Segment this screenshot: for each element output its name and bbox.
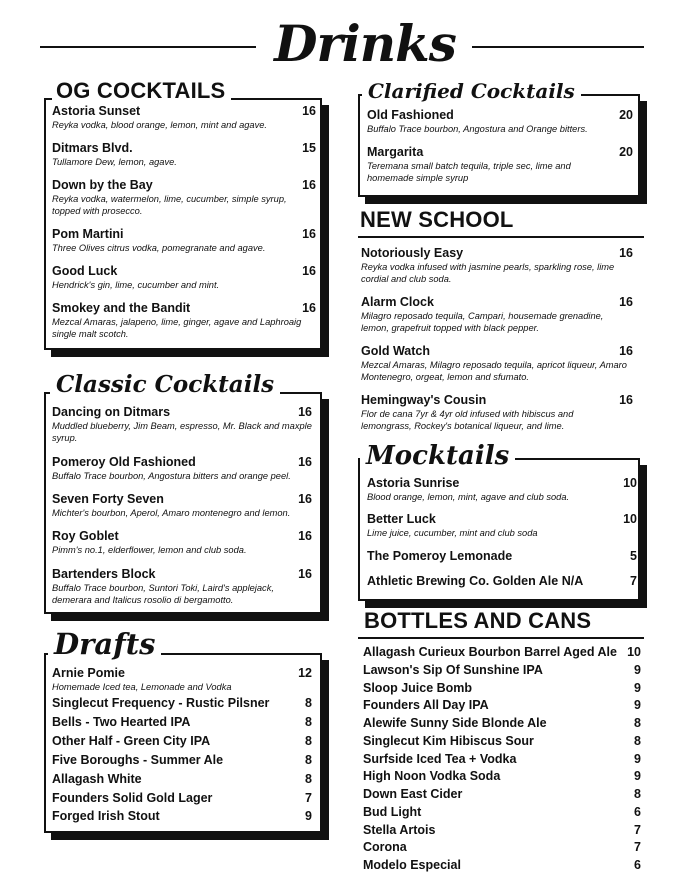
- item-name: Founders All Day IPA: [363, 698, 489, 712]
- item-description: Michter's bourbon, Aperol, Amaro montenegro and lemon.: [52, 508, 291, 518]
- mocktail-row: [367, 574, 637, 591]
- item-name: Other Half - Green City IPA: [52, 734, 211, 748]
- item-name: Sloop Juice Bomb: [363, 681, 473, 695]
- item-name: Modelo Especial: [363, 858, 461, 872]
- item-price: 16: [302, 301, 316, 315]
- item-name: Smokey and the Bandit: [52, 301, 191, 315]
- bottles-and-cans-heading: BOTTLES AND CANS: [364, 608, 592, 633]
- item-description: Three Olives citrus vodka, pomegranate and agave.: [52, 243, 266, 253]
- item-description: Hendrick's gin, lime, cucumber and mint.: [52, 280, 220, 290]
- item-name: Stella Artois: [363, 823, 436, 837]
- item-name: Dancing on Ditmars: [52, 405, 171, 419]
- bottle-row: [363, 858, 641, 875]
- item-name: Arnie Pomie: [52, 666, 125, 680]
- item-name: Good Luck: [52, 264, 118, 278]
- item-description: Buffalo Trace bourbon, Angostura and Orange bitters.: [367, 124, 588, 134]
- new-school-rule: [358, 236, 644, 238]
- item-price: 10: [623, 512, 637, 526]
- item-price: 8: [305, 696, 312, 710]
- item-price: 7: [634, 840, 641, 854]
- item-description: Mezcal Amaras, jalapeno, lime, ginger, agave and Laphroaig single malt scotch.: [52, 317, 302, 339]
- item-price: 12: [298, 666, 312, 680]
- item-description: Flor de cana 7yr & 4yr old infused with hibiscus and lemongrass, Rockey's botanical liqueur, and lime.: [361, 409, 574, 431]
- item-name: Forged Irish Stout: [52, 809, 160, 823]
- page-header: [40, 12, 644, 78]
- item-price: 9: [634, 752, 641, 766]
- bottle-row: [363, 734, 641, 751]
- item-description: Reyka vodka, watermelon, lime, cucumber, simple syrup, topped with prosecco.: [52, 194, 287, 216]
- item-name: Astoria Sunset: [52, 104, 141, 118]
- bottle-row: [363, 663, 641, 680]
- item-name: Five Boroughs - Summer Ale: [52, 753, 224, 767]
- item-price: 16: [302, 104, 316, 118]
- item-price: 16: [302, 178, 316, 192]
- item-name: High Noon Vodka Soda: [363, 769, 501, 783]
- item-name: Roy Goblet: [52, 529, 119, 543]
- item-price: 9: [634, 769, 641, 783]
- item-name: Ditmars Blvd.: [52, 141, 133, 155]
- item-price: 16: [619, 295, 633, 309]
- item-price: 20: [619, 145, 633, 159]
- item-price: 8: [305, 715, 312, 729]
- item-description: Teremana small batch tequila, triple sec, lime and homemade simple syrup: [367, 161, 571, 183]
- new-school-heading: NEW SCHOOL: [360, 207, 514, 232]
- item-name: Seven Forty Seven: [52, 492, 164, 506]
- clarified-cocktails-heading: Clarified Cocktails: [362, 76, 581, 106]
- item-name: Founders Solid Gold Lager: [52, 791, 213, 805]
- draft-row: [52, 715, 312, 732]
- draft-row: [52, 753, 312, 770]
- item-price: 7: [634, 823, 641, 837]
- drafts-heading: Drafts: [48, 624, 161, 664]
- item-name: Lawson's Sip Of Sunshine IPA: [363, 663, 543, 677]
- item-price: 8: [634, 734, 641, 748]
- item-price: 16: [302, 227, 316, 241]
- item-description: Lime juice, cucumber, mint and club soda: [367, 528, 538, 538]
- bottle-row: [363, 681, 641, 698]
- item-price: 16: [619, 344, 633, 358]
- page-title: Drinks: [274, 14, 456, 73]
- item-price: 8: [305, 753, 312, 767]
- bottle-row: [363, 840, 641, 857]
- bottle-row: [363, 823, 641, 840]
- bottle-row: [363, 716, 641, 733]
- item-price: 9: [634, 681, 641, 695]
- item-name: Notoriously Easy: [361, 246, 464, 260]
- draft-row: [52, 809, 312, 826]
- item-description: Buffalo Trace bourbon, Angostura bitters and orange peel.: [52, 471, 291, 481]
- item-description: Buffalo Trace bourbon, Suntori Toki, Laird's applejack, demerara and Italicus rosolio di bergamotto.: [52, 583, 274, 605]
- item-name: Allagash White: [52, 772, 142, 786]
- draft-row: [52, 734, 312, 751]
- bottle-row: [363, 752, 641, 769]
- item-name: Pom Martini: [52, 227, 124, 241]
- item-price: 6: [634, 805, 641, 819]
- item-price: 8: [305, 772, 312, 786]
- draft-row: [52, 696, 312, 713]
- item-name: Astoria Sunrise: [367, 476, 460, 490]
- item-description: Reyka vodka, blood orange, lemon, mint and agave.: [52, 120, 267, 130]
- item-price: 9: [305, 809, 312, 823]
- item-price: 9: [634, 698, 641, 712]
- item-price: 8: [305, 734, 312, 748]
- item-name: Better Luck: [367, 512, 436, 526]
- bottle-row: [363, 769, 641, 786]
- item-name: Singlecut Frequency - Rustic Pilsner: [52, 696, 270, 710]
- item-description: Homemade Iced tea, Lemonade and Vodka: [52, 682, 232, 692]
- draft-row: [52, 791, 312, 808]
- item-description: Reyka vodka infused with jasmine pearls, sparkling rose, lime cordial and club soda.: [361, 262, 615, 284]
- item-name: Surfside Iced Tea + Vodka: [363, 752, 517, 766]
- classic-cocktails-heading: Classic Cocktails: [50, 368, 280, 402]
- item-price: 8: [634, 787, 641, 801]
- item-price: 16: [619, 393, 633, 407]
- item-price: 16: [302, 264, 316, 278]
- item-price: 7: [630, 574, 637, 588]
- item-price: 6: [634, 858, 641, 872]
- header-rule-right: [472, 46, 644, 48]
- item-name: Bartenders Block: [52, 567, 156, 581]
- item-price: 16: [298, 529, 312, 543]
- item-name: Gold Watch: [361, 344, 430, 358]
- og-cocktails-heading: OG COCKTAILS: [52, 78, 231, 104]
- item-price: 5: [630, 549, 637, 563]
- item-price: 10: [627, 645, 641, 659]
- bottle-row: [363, 805, 641, 822]
- mocktail-row: [367, 549, 637, 566]
- bottle-row: [363, 698, 641, 715]
- item-price: 9: [634, 663, 641, 677]
- item-name: Alarm Clock: [361, 295, 434, 309]
- item-price: 7: [305, 791, 312, 805]
- item-price: 16: [298, 455, 312, 469]
- item-name: Alewife Sunny Side Blonde Ale: [363, 716, 547, 730]
- item-description: Muddled blueberry, Jim Beam, espresso, Mr. Black and maxple syrup.: [52, 421, 312, 443]
- item-name: Pomeroy Old Fashioned: [52, 455, 196, 469]
- item-price: 10: [623, 476, 637, 490]
- item-name: Allagash Curieux Bourbon Barrel Aged Ale: [363, 645, 617, 659]
- item-price: 8: [634, 716, 641, 730]
- item-description: Tullamore Dew, lemon, agave.: [52, 157, 177, 167]
- item-description: Blood orange, lemon, mint, agave and club soda.: [367, 492, 570, 502]
- item-price: 20: [619, 108, 633, 122]
- item-name: Singlecut Kim Hibiscus Sour: [363, 734, 534, 748]
- item-price: 16: [298, 405, 312, 419]
- item-name: Bells - Two Hearted IPA: [52, 715, 191, 729]
- item-price: 16: [298, 567, 312, 581]
- item-name: Athletic Brewing Co. Golden Ale N/A: [367, 574, 584, 588]
- item-name: The Pomeroy Lemonade: [367, 549, 513, 563]
- item-description: Pimm's no.1, elderflower, lemon and club soda.: [52, 545, 247, 555]
- item-description: Milagro reposado tequila, Campari, housemade grenadine, lemon, grapefruit topped with black pepper.: [361, 311, 604, 333]
- bottle-row: [363, 787, 641, 804]
- item-name: Margarita: [367, 145, 424, 159]
- bottle-row: [363, 645, 641, 662]
- item-name: Old Fashioned: [367, 108, 454, 122]
- item-name: Bud Light: [363, 805, 422, 819]
- bottles-rule: [358, 637, 644, 639]
- mocktails-heading: Mocktails: [360, 438, 515, 474]
- draft-row: [52, 772, 312, 789]
- header-rule-left: [40, 46, 256, 48]
- item-description: Mezcal Amaras, Milagro reposado tequila, apricot liqueur, Amaro Montenegro, orgeat, lemon and sfumato.: [361, 360, 627, 382]
- item-name: Corona: [363, 840, 407, 854]
- item-name: Hemingway's Cousin: [361, 393, 487, 407]
- item-price: 16: [298, 492, 312, 506]
- item-name: Down East Cider: [363, 787, 463, 801]
- item-price: 16: [619, 246, 633, 260]
- item-price: 15: [302, 141, 316, 155]
- item-name: Down by the Bay: [52, 178, 153, 192]
